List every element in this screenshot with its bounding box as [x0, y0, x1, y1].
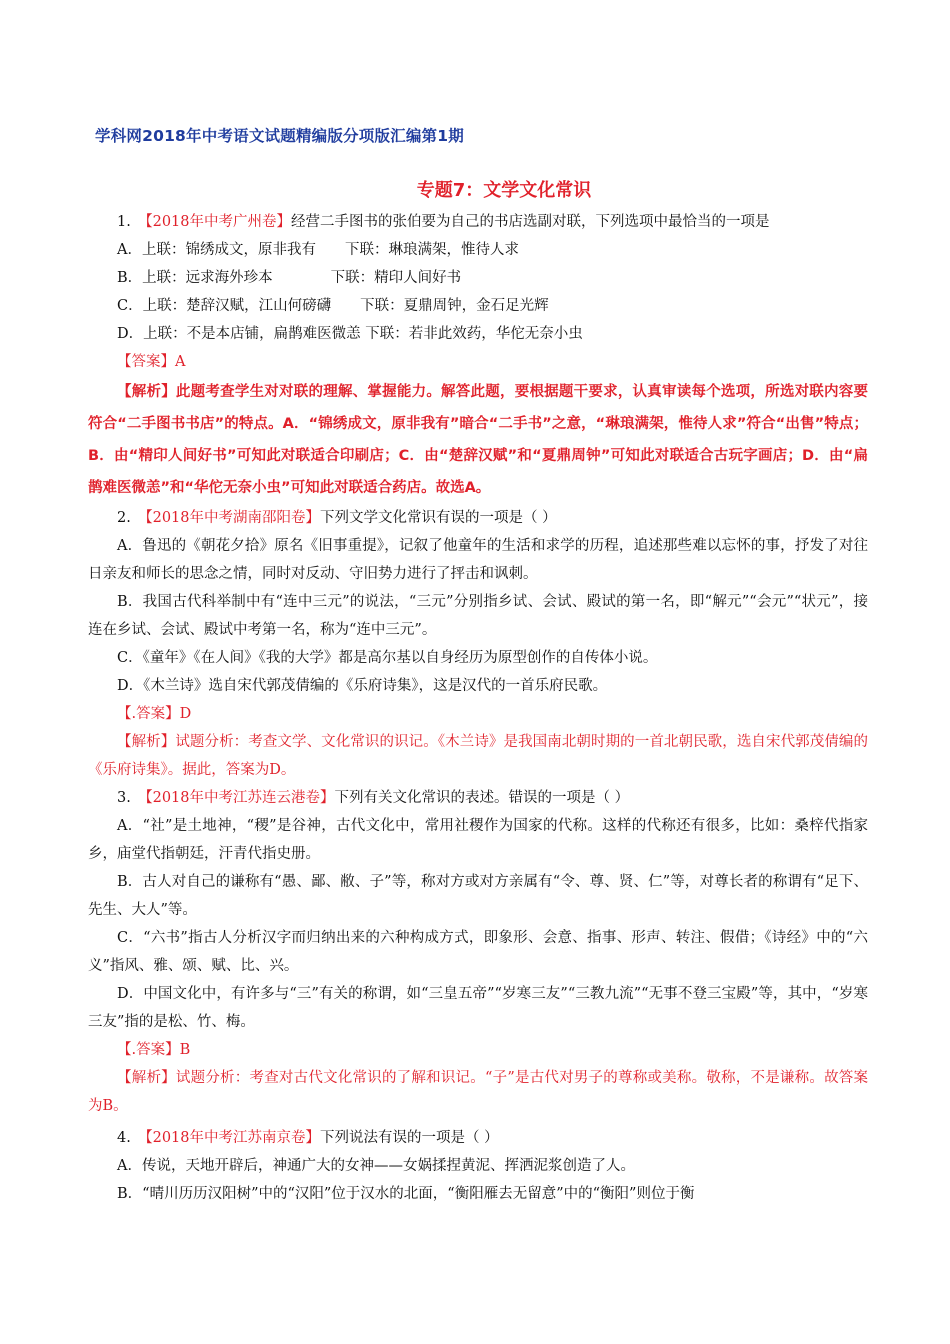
question-source: 【2018年中考湖南邵阳卷】: [145, 510, 320, 526]
question-stem: [88, 784, 868, 812]
answer: 【.答案】D: [117, 706, 192, 722]
option-a: A．鲁迅的《朝花夕拾》原名《旧事重提》，记叙了他童年的生活和求学的历程，追述那些难以忘怀的事，抒发了对往日亲友和师长的思念之情，同时对反动、守旧势力进行了抨击和讽刺。: [88, 538, 868, 582]
option-a: A．上联：锦绣成文，原非我有 下联：琳琅满架，惟待人求: [117, 242, 519, 258]
analysis-label: 【解析】: [117, 734, 176, 750]
analysis-label: 【解析】: [117, 384, 176, 400]
option-a: A．“社”是土地神，“稷”是谷神，古代文化中，常用社稷作为国家的代称。这样的代称还有很多，比如：桑梓代指家乡，庙堂代指朝廷，汗青代指史册。: [88, 818, 868, 862]
answer: 【答案】A: [117, 354, 186, 370]
option-b: B．上联：远求海外珍本 下联：精印人间好书: [117, 270, 462, 286]
analysis: [88, 728, 868, 784]
analysis-text: 试题分析：考查文学、文化常识的识记。《木兰诗》是我国南北朝时期的一首北朝民歌，选自宋代郭茂倩编的《乐府诗集》。据此，答案为D。: [88, 734, 869, 778]
analysis: [88, 376, 868, 504]
question-stem: [88, 1124, 868, 1152]
option-d: D．《木兰诗》选自宋代郭茂倩编的《乐府诗集》，这是汉代的一首乐府民歌。: [117, 678, 608, 694]
analysis-text: 此题考查学生对对联的理解、掌握能力。解答此题，要根据题干要求，认真审读每个选项，所选对联内容要符合“二手图书书店”的特点。A．“锦绣成文，原非我有”暗合“二手书”之意，“琳琅满架，惟待人求”符合“出售”特点；B．由“精印人间好书”可知此对联适合印刷店；C．由“楚辞汉赋”和“夏鼎周钟”可知此对联适合古玩字画店；D．由“扁鹊难医微恙”和“华佗无奈小虫”可知此对联适合药店。故选A。: [88, 384, 868, 496]
question-source: 【2018年中考广州卷】: [145, 214, 291, 230]
option-a: A．传说，天地开辟后，神通广大的女神——女娲揉捏黄泥、挥洒泥浆创造了人。: [117, 1158, 635, 1174]
question-text: 下列说法有误的一项是（ ）: [320, 1130, 499, 1146]
question-4: [88, 1124, 868, 1208]
answer: 【.答案】B: [117, 1042, 191, 1058]
topic-title-text: 专题7：文学文化常识: [416, 180, 592, 201]
analysis: [88, 1064, 868, 1120]
question-stem: [88, 208, 868, 236]
question-source: 【2018年中考江苏连云港卷】: [145, 790, 335, 806]
option-c: C．《童年》《在人间》《我的大学》都是高尔基以自身经历为原型创作的自传体小说。: [117, 650, 658, 666]
option-c: C．上联：楚辞汉赋，江山何磅礴 下联：夏鼎周钟，金石足光辉: [117, 298, 549, 314]
question-number: 2.: [117, 510, 131, 526]
question-2: [88, 504, 868, 784]
topic-title: [0, 176, 950, 202]
analysis-label: 【解析】: [117, 1070, 176, 1086]
question-1: [88, 208, 868, 504]
question-number: 4.: [117, 1130, 131, 1146]
question-source: 【2018年中考江苏南京卷】: [145, 1130, 320, 1146]
question-text: 经营二手图书的张伯要为自己的书店选副对联，下列选项中最恰当的一项是: [291, 214, 770, 230]
question-3: [88, 784, 868, 1120]
option-b: B．古人对自己的谦称有“愚、鄙、敝、子”等，称对方或对方亲属有“令、尊、贤、仁”等，对尊长者的称谓有“足下、先生、大人”等。: [88, 874, 868, 918]
option-c: C．“六书”指古人分析汉字而归纳出来的六种构成方式，即象形、会意、指事、形声、转注、假借；《诗经》中的“六义”指风、雅、颂、赋、比、兴。: [88, 930, 868, 974]
question-stem: [88, 504, 868, 532]
question-number: 3.: [117, 790, 131, 806]
option-b: B．我国古代科举制中有“连中三元”的说法，“三元”分别指乡试、会试、殿试的第一名，即“解元”“会元”“状元”，接连在乡试、会试、殿试中考第一名，称为“连中三元”。: [88, 594, 868, 638]
analysis-text: 试题分析：考查对古代文化常识的了解和识记。“子”是古代对男子的尊称或美称。敬称，不是谦称。故答案为B。: [88, 1070, 869, 1114]
option-b: B．“晴川历历汉阳树”中的“汉阳”位于汉水的北面，“衡阳雁去无留意”中的“衡阳”则位于衡: [117, 1186, 695, 1202]
option-d: D．中国文化中，有许多与“三”有关的称谓，如“三皇五帝”“岁寒三友”“三教九流”“无事不登三宝殿”等，其中，“岁寒三友”指的是松、竹、梅。: [88, 986, 868, 1030]
option-d: D．上联：不是本店铺，扁鹊难医微恙 下联：若非此效药，华佗无奈小虫: [117, 326, 583, 342]
document-body: [88, 208, 868, 1208]
question-text: 下列文学文化常识有误的一项是（ ）: [320, 510, 557, 526]
question-number: 1.: [117, 214, 131, 230]
document-header: 学科网2018年中考语文试题精编版分项版汇编第1期: [95, 127, 464, 145]
question-text: 下列有关文化常识的表述。错误的一项是（ ）: [334, 790, 630, 806]
